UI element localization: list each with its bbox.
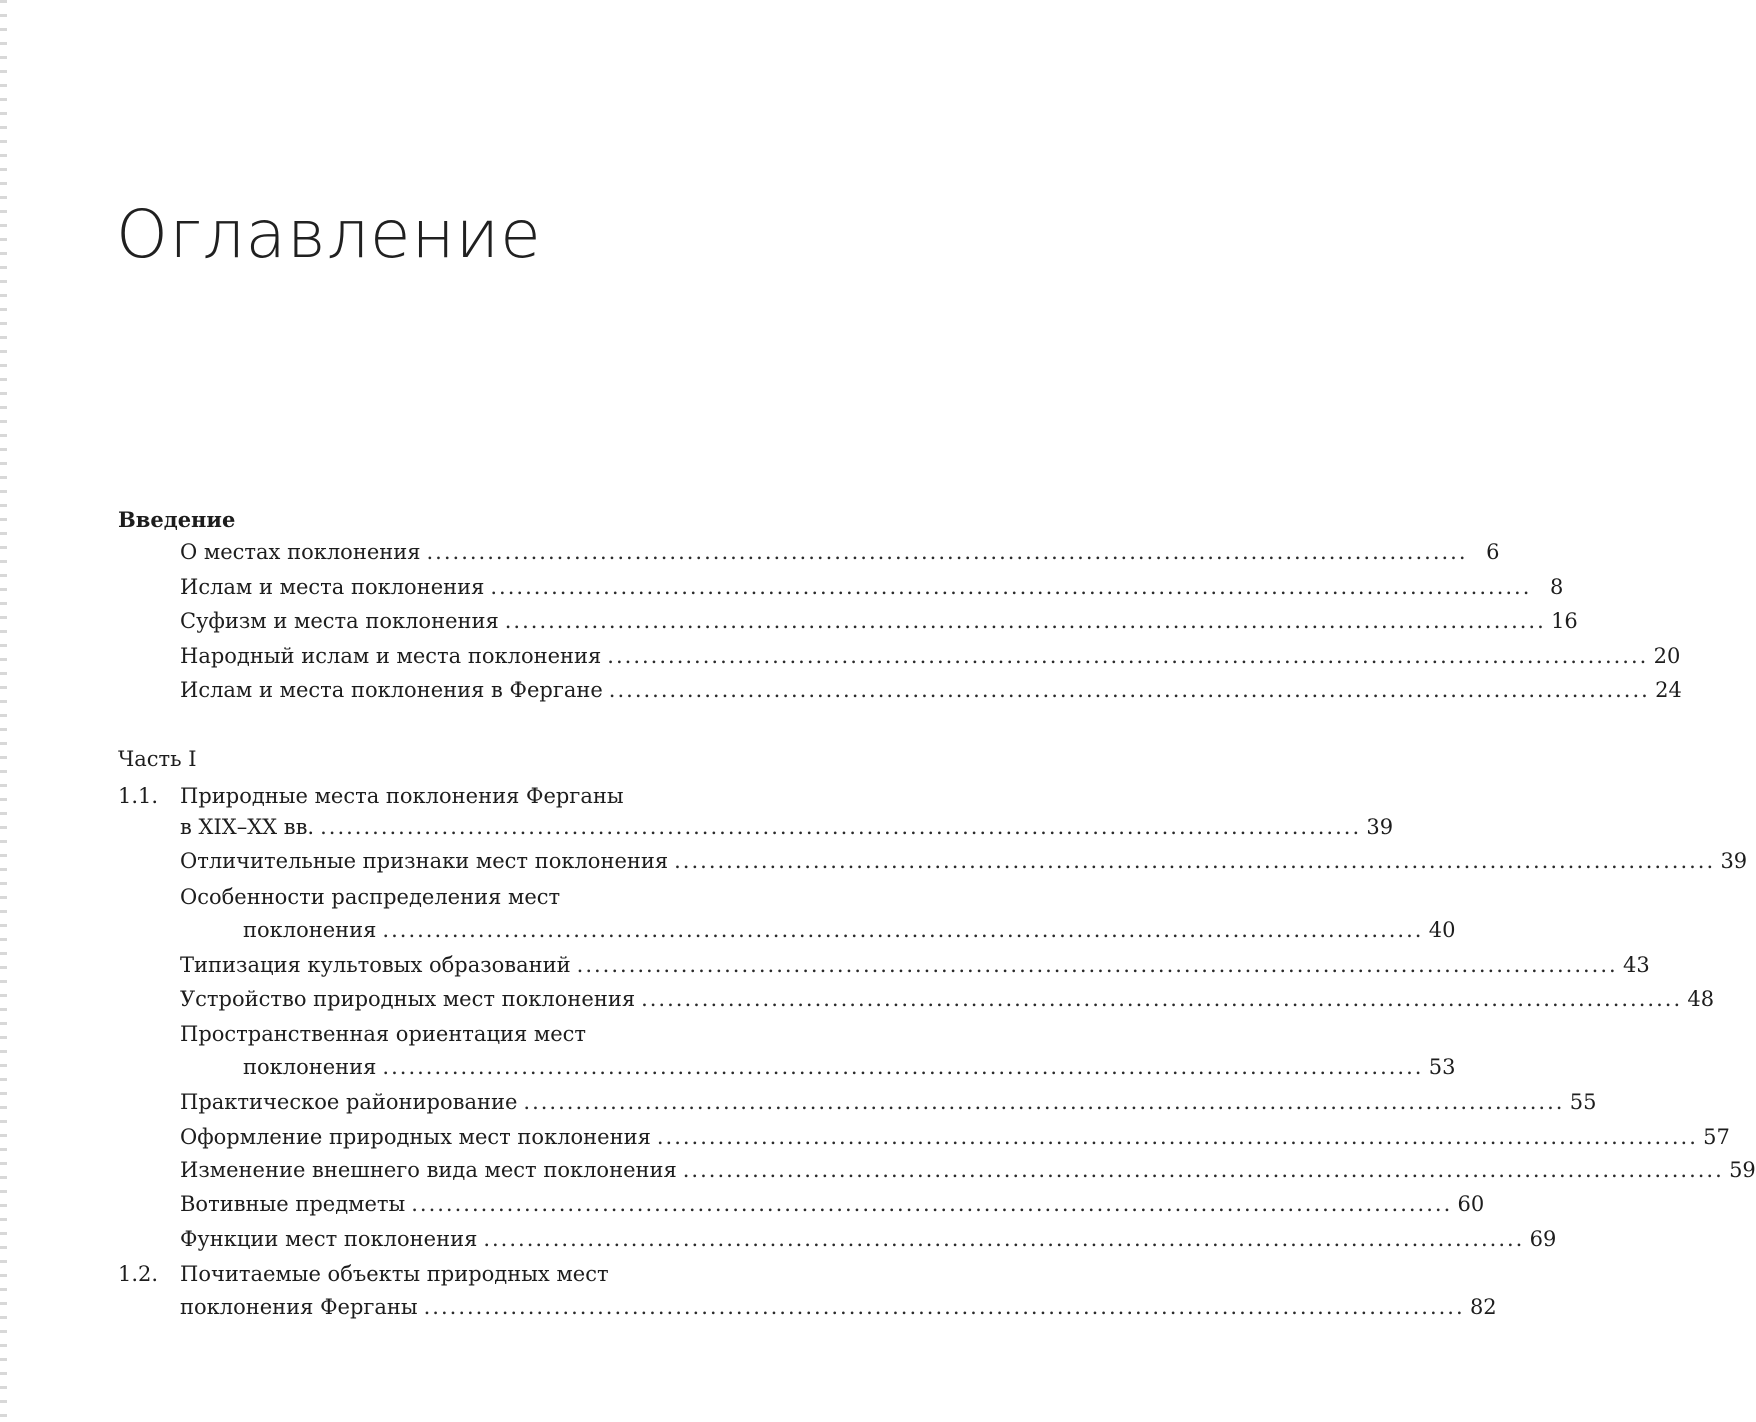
- chapter-title-line: Природные места поклонения Ферганы: [180, 784, 624, 808]
- toc-entry-page: 60: [1457, 1192, 1485, 1216]
- toc-entry-page: 20: [1653, 644, 1681, 668]
- toc-entry[interactable]: [243, 1052, 1456, 1082]
- toc-entry[interactable]: [180, 1189, 1485, 1219]
- leader-dots: ........................................................................................................................: [423, 1295, 1465, 1319]
- toc-entry[interactable]: [180, 606, 1578, 636]
- leader-dots: ........................................................................................................................: [576, 953, 1618, 977]
- toc-entry-label: О местах поклонения: [180, 540, 421, 564]
- toc-entry-label: Оформление природных мест поклонения: [180, 1125, 651, 1149]
- page-title: Оглавление: [116, 196, 542, 273]
- toc-entry-label: Устройство природных мест поклонения: [180, 987, 636, 1011]
- toc-entry[interactable]: [243, 915, 1456, 945]
- toc-entry-label-line: Особенности распределения мест: [180, 885, 561, 909]
- leader-dots: ........................................................................................................................: [641, 987, 1683, 1011]
- toc-entry-label: Практическое районирование: [180, 1090, 518, 1114]
- toc-entry[interactable]: [180, 537, 1500, 567]
- toc-entry-page: 16: [1551, 609, 1578, 633]
- toc-entry[interactable]: [180, 846, 1748, 876]
- chapter-number: 1.1.: [118, 784, 159, 808]
- toc-entry-label: поклонения Ферганы: [180, 1295, 418, 1319]
- toc-entry-page: 53: [1428, 1055, 1456, 1079]
- toc-entry-page: 24: [1655, 678, 1682, 702]
- toc-entry-label: Вотивные предметы: [180, 1192, 406, 1216]
- toc-entry-label: поклонения: [243, 1055, 377, 1079]
- toc-entry-page: 8: [1550, 575, 1564, 599]
- leader-dots: ........................................................................................................................: [490, 575, 1532, 599]
- chapter-number: 1.2.: [118, 1262, 159, 1286]
- leader-dots: ........................................................................................................................: [608, 678, 1650, 702]
- toc-entry-label: в XIX–XX вв.: [180, 815, 315, 839]
- toc-entry-label: Суфизм и места поклонения: [180, 609, 499, 633]
- toc-entry[interactable]: [180, 1087, 1597, 1117]
- toc-entry-page: 69: [1529, 1227, 1557, 1251]
- toc-entry[interactable]: [180, 1292, 1497, 1322]
- toc-entry-page: 39: [1366, 815, 1394, 839]
- toc-entry[interactable]: [180, 812, 1394, 842]
- toc-entry-page: 55: [1569, 1090, 1597, 1114]
- toc-entry-page: 6: [1486, 540, 1500, 564]
- toc-entry-label: Ислам и места поклонения: [180, 575, 485, 599]
- toc-entry-page: 82: [1469, 1295, 1497, 1319]
- section-heading-part1: Часть I: [118, 747, 197, 771]
- toc-entry[interactable]: [180, 1122, 1730, 1152]
- toc-entry-label: Типизация культовых образований: [180, 953, 571, 977]
- toc-entry-page: 43: [1622, 953, 1650, 977]
- toc-entry-page: 39: [1720, 849, 1748, 873]
- toc-entry[interactable]: [180, 641, 1681, 671]
- leader-dots: ........................................................................................................................: [382, 1055, 1424, 1079]
- toc-entry-label: Отличительные признаки мест поклонения: [180, 849, 669, 873]
- leader-dots: ........................................................................................................................: [674, 849, 1716, 873]
- leader-dots: ........................................................................................................................: [504, 609, 1546, 633]
- toc-entry[interactable]: [180, 984, 1715, 1014]
- toc-entry-label: Изменение внешнего вида мест поклонения: [180, 1158, 677, 1182]
- section-heading-intro: Введение: [118, 507, 236, 532]
- leader-dots: ........................................................................................................................: [382, 918, 1424, 942]
- leader-dots: ........................................................................................................................: [483, 1227, 1525, 1251]
- leader-dots: ........................................................................................................................: [320, 815, 1362, 839]
- leader-dots: ........................................................................................................................: [682, 1158, 1724, 1182]
- toc-entry-page: 59: [1729, 1158, 1756, 1182]
- chapter-title-line: Почитаемые объекты природных мест: [180, 1262, 609, 1286]
- toc-entry-page: 40: [1428, 918, 1456, 942]
- leader-dots: ........................................................................................................................: [426, 540, 1468, 564]
- toc-entry-page: 48: [1687, 987, 1715, 1011]
- toc-entry-label: Народный ислам и места поклонения: [180, 644, 602, 668]
- toc-entry-label-line: Пространственная ориентация мест: [180, 1022, 587, 1046]
- page-edge: [0, 0, 7, 1422]
- leader-dots: ........................................................................................................................: [523, 1090, 1565, 1114]
- toc-entry[interactable]: [180, 1155, 1756, 1185]
- toc-entry[interactable]: [180, 572, 1564, 602]
- toc-entry[interactable]: [180, 675, 1682, 705]
- leader-dots: ........................................................................................................................: [607, 644, 1649, 668]
- toc-entry[interactable]: [180, 950, 1650, 980]
- toc-entry[interactable]: [180, 1224, 1557, 1254]
- toc-entry-label: Функции мест поклонения: [180, 1227, 478, 1251]
- toc-entry-label: поклонения: [243, 918, 377, 942]
- leader-dots: ........................................................................................................................: [411, 1192, 1453, 1216]
- toc-entry-label: Ислам и места поклонения в Фергане: [180, 678, 603, 702]
- leader-dots: ........................................................................................................................: [656, 1125, 1698, 1149]
- toc-entry-page: 57: [1703, 1125, 1730, 1149]
